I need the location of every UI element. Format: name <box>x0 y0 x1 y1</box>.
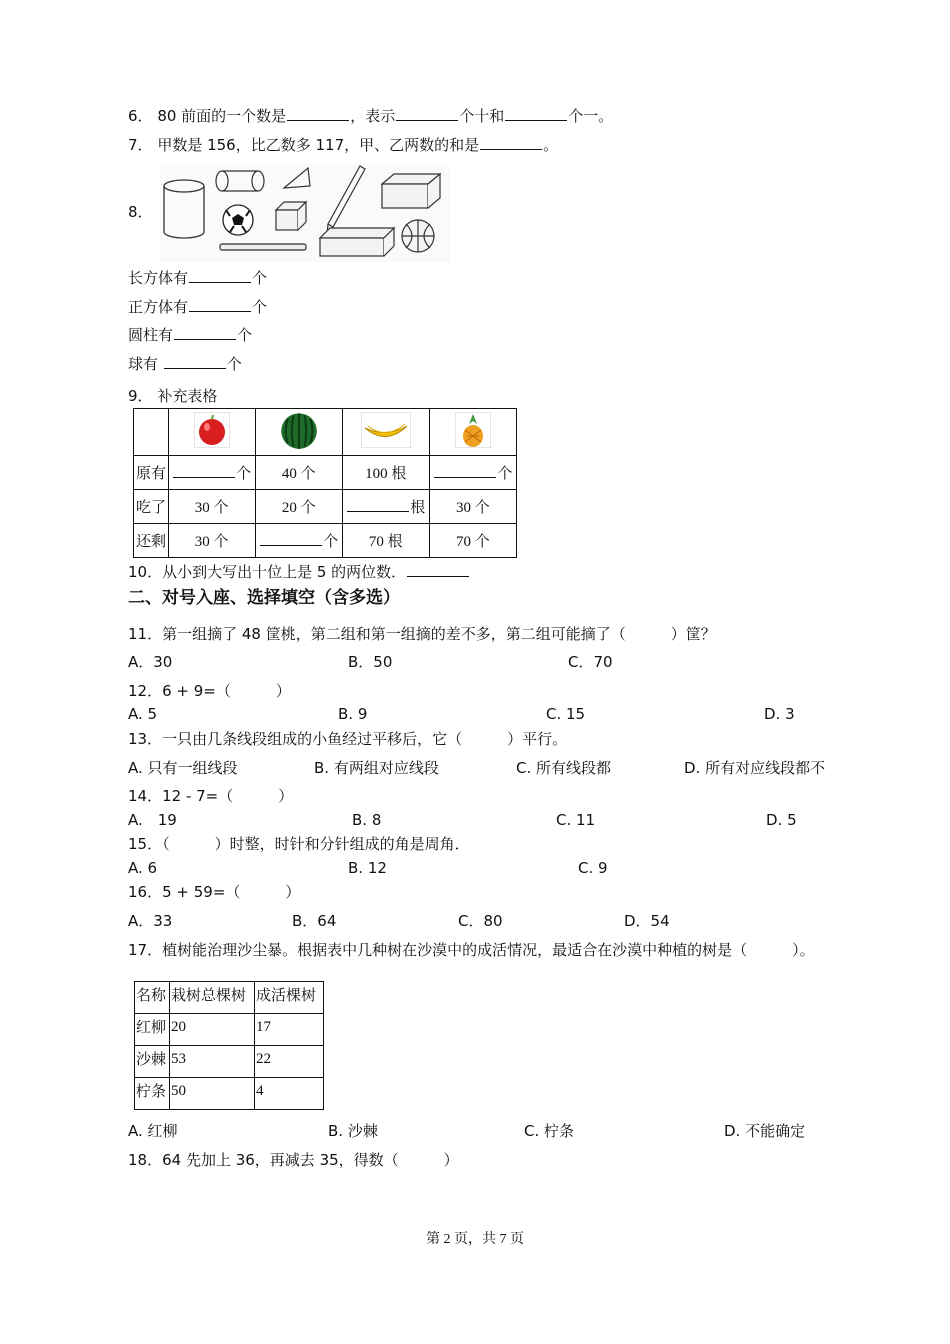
table-header: 栽树总棵树 <box>170 982 255 1014</box>
table-cell: 22 <box>255 1046 324 1078</box>
option-c[interactable]: C．80 <box>458 912 503 930</box>
table-row <box>135 982 324 1014</box>
option-d[interactable]: D. 所有对应线段都不 <box>684 759 826 777</box>
table-cell: 个 <box>255 524 342 558</box>
option-d[interactable]: D. 3 <box>764 705 795 723</box>
question-9: 9． 补充表格 <box>128 387 218 405</box>
table-row <box>134 490 517 524</box>
option-a[interactable]: A. 红柳 <box>128 1122 178 1140</box>
table-row <box>134 524 517 558</box>
answer-blank[interactable] <box>189 297 251 312</box>
table-cell: 53 <box>170 1046 255 1078</box>
table-cell <box>429 409 516 456</box>
cuboid-icon <box>382 174 440 208</box>
option-a[interactable]: A．33 <box>128 912 173 930</box>
table-cell: 红柳 <box>135 1014 170 1046</box>
option-c[interactable]: C. 柠条 <box>524 1122 575 1140</box>
answer-blank[interactable] <box>287 106 349 121</box>
table-cell: 40 个 <box>255 456 342 490</box>
table-cell: 沙棘 <box>135 1046 170 1078</box>
answer-blank[interactable] <box>174 325 236 340</box>
box-icon <box>320 228 394 256</box>
question-13: 13．一只由几条线段组成的小鱼经过平移后，它（ ）平行。 <box>128 730 568 748</box>
option-d[interactable]: D. 5 <box>766 811 797 829</box>
answer-blank[interactable] <box>173 463 235 478</box>
table-cell <box>342 409 429 456</box>
table-cell <box>168 409 255 456</box>
option-c[interactable]: C．70 <box>568 653 613 671</box>
table-cell: 100 根 <box>342 456 429 490</box>
option-a[interactable]: A. 6 <box>128 859 158 877</box>
table-row <box>135 1014 324 1046</box>
table-row <box>135 1078 324 1110</box>
question-7: 7． 甲数是 156，比乙数多 117，甲、乙两数的和是 。 <box>128 136 559 154</box>
option-c[interactable]: C. 9 <box>578 859 608 877</box>
question-15: 15．（ ）时整，时针和分针组成的角是周角． <box>128 835 470 853</box>
option-a[interactable]: A. 5 <box>128 705 158 723</box>
option-d[interactable]: D. 不能确定 <box>724 1122 806 1140</box>
q8-line-sphere: 球有 个 <box>128 355 242 373</box>
option-c[interactable]: C. 15 <box>546 705 586 723</box>
question-11: 11．第一组摘了 48 筐桃，第二组和第一组摘的差不多，第二组可能摘了（ ）筐？ <box>128 625 716 643</box>
option-a[interactable]: A. 19 <box>128 811 177 829</box>
option-c[interactable]: C. 所有线段都 <box>516 759 612 777</box>
question-10: 10．从小到大写出十位上是 5 的两位数． <box>128 562 470 582</box>
option-b[interactable]: B. 沙棘 <box>328 1122 378 1140</box>
answer-blank[interactable] <box>407 562 469 577</box>
option-b[interactable]: B．50 <box>348 653 393 671</box>
table-cell: 17 <box>255 1014 324 1046</box>
table-row <box>135 1046 324 1078</box>
page-footer: 第 2 页，共 7 页 <box>426 1232 524 1247</box>
table-cell: 个 <box>429 456 516 490</box>
row-header: 吃了 <box>134 490 169 524</box>
question-number: 6． <box>128 107 153 125</box>
cube-icon <box>276 202 306 230</box>
q8-line-cylinder: 圆柱有 个 <box>128 326 253 344</box>
question-17: 17．植树能治理沙尘暴。根据表中几种树在沙漠中的成活情况，最适合在沙漠中种植的树是（ ）。 <box>128 941 815 959</box>
q8-line-cube: 正方体有 个 <box>128 298 268 316</box>
question-number: 7． <box>128 136 153 154</box>
table-row <box>134 456 517 490</box>
table-cell: 50 <box>170 1078 255 1110</box>
answer-blank[interactable] <box>396 106 458 121</box>
table-row <box>134 409 517 456</box>
option-b[interactable]: B. 8 <box>352 811 382 829</box>
question-16: 16．5 + 59=（ ） <box>128 883 301 901</box>
option-c[interactable]: C. 11 <box>556 811 596 829</box>
q8-line-cuboid: 长方体有 个 <box>128 269 268 287</box>
question-18: 18．64 先加上 36，再减去 35，得数（ ） <box>128 1151 459 1169</box>
answer-blank[interactable] <box>164 354 226 369</box>
basketball-icon <box>402 220 434 252</box>
table-header: 名称 <box>135 982 170 1014</box>
answer-blank[interactable] <box>260 531 322 546</box>
answer-blank[interactable] <box>505 106 567 121</box>
table-cell: 30 个 <box>168 524 255 558</box>
solid-shapes-image <box>160 164 450 262</box>
answer-blank[interactable] <box>189 268 251 283</box>
row-header: 还剩 <box>134 524 169 558</box>
answer-blank[interactable] <box>434 463 496 478</box>
soccer-ball-icon <box>223 205 253 235</box>
row-header: 原有 <box>134 456 169 490</box>
tree-survival-table <box>134 981 324 1110</box>
table-header: 成活棵树 <box>255 982 324 1014</box>
option-a[interactable]: A．30 <box>128 653 173 671</box>
option-b[interactable]: B．64 <box>292 912 337 930</box>
watermelon-icon <box>279 410 319 450</box>
option-b[interactable]: B. 12 <box>348 859 387 877</box>
option-a[interactable]: A. 只有一组线段 <box>128 759 238 777</box>
table-cell: 30 个 <box>168 490 255 524</box>
table-cell: 4 <box>255 1078 324 1110</box>
table-cell: 70 个 <box>429 524 516 558</box>
answer-blank[interactable] <box>347 497 409 512</box>
apple-icon <box>194 412 230 448</box>
question-12: 12．6 + 9=（ ） <box>128 682 291 700</box>
table-cell <box>255 409 342 456</box>
pineapple-icon <box>455 412 491 448</box>
table-cell: 70 根 <box>342 524 429 558</box>
table-cell <box>134 409 169 456</box>
long-stick-icon <box>220 244 306 250</box>
table-cell: 20 <box>170 1014 255 1046</box>
option-d[interactable]: D．54 <box>624 912 670 930</box>
question-14: 14．12 - 7=（ ） <box>128 787 294 805</box>
section-title: 二、对号入座、选择填空（含多选） <box>128 588 400 608</box>
option-b[interactable]: B. 有两组对应线段 <box>314 759 439 777</box>
question-6: 6． 80 前面的一个数是 ，表示 个十和 个一。 <box>128 107 614 125</box>
table-cell: 30 个 <box>429 490 516 524</box>
question-8-number: 8． <box>128 203 153 221</box>
table-cell: 个 <box>168 456 255 490</box>
banana-icon <box>361 412 411 448</box>
table-cell: 20 个 <box>255 490 342 524</box>
table-cell: 根 <box>342 490 429 524</box>
option-b[interactable]: B. 9 <box>338 705 368 723</box>
fruit-table <box>133 408 517 558</box>
answer-blank[interactable] <box>480 135 542 150</box>
table-cell: 柠条 <box>135 1078 170 1110</box>
